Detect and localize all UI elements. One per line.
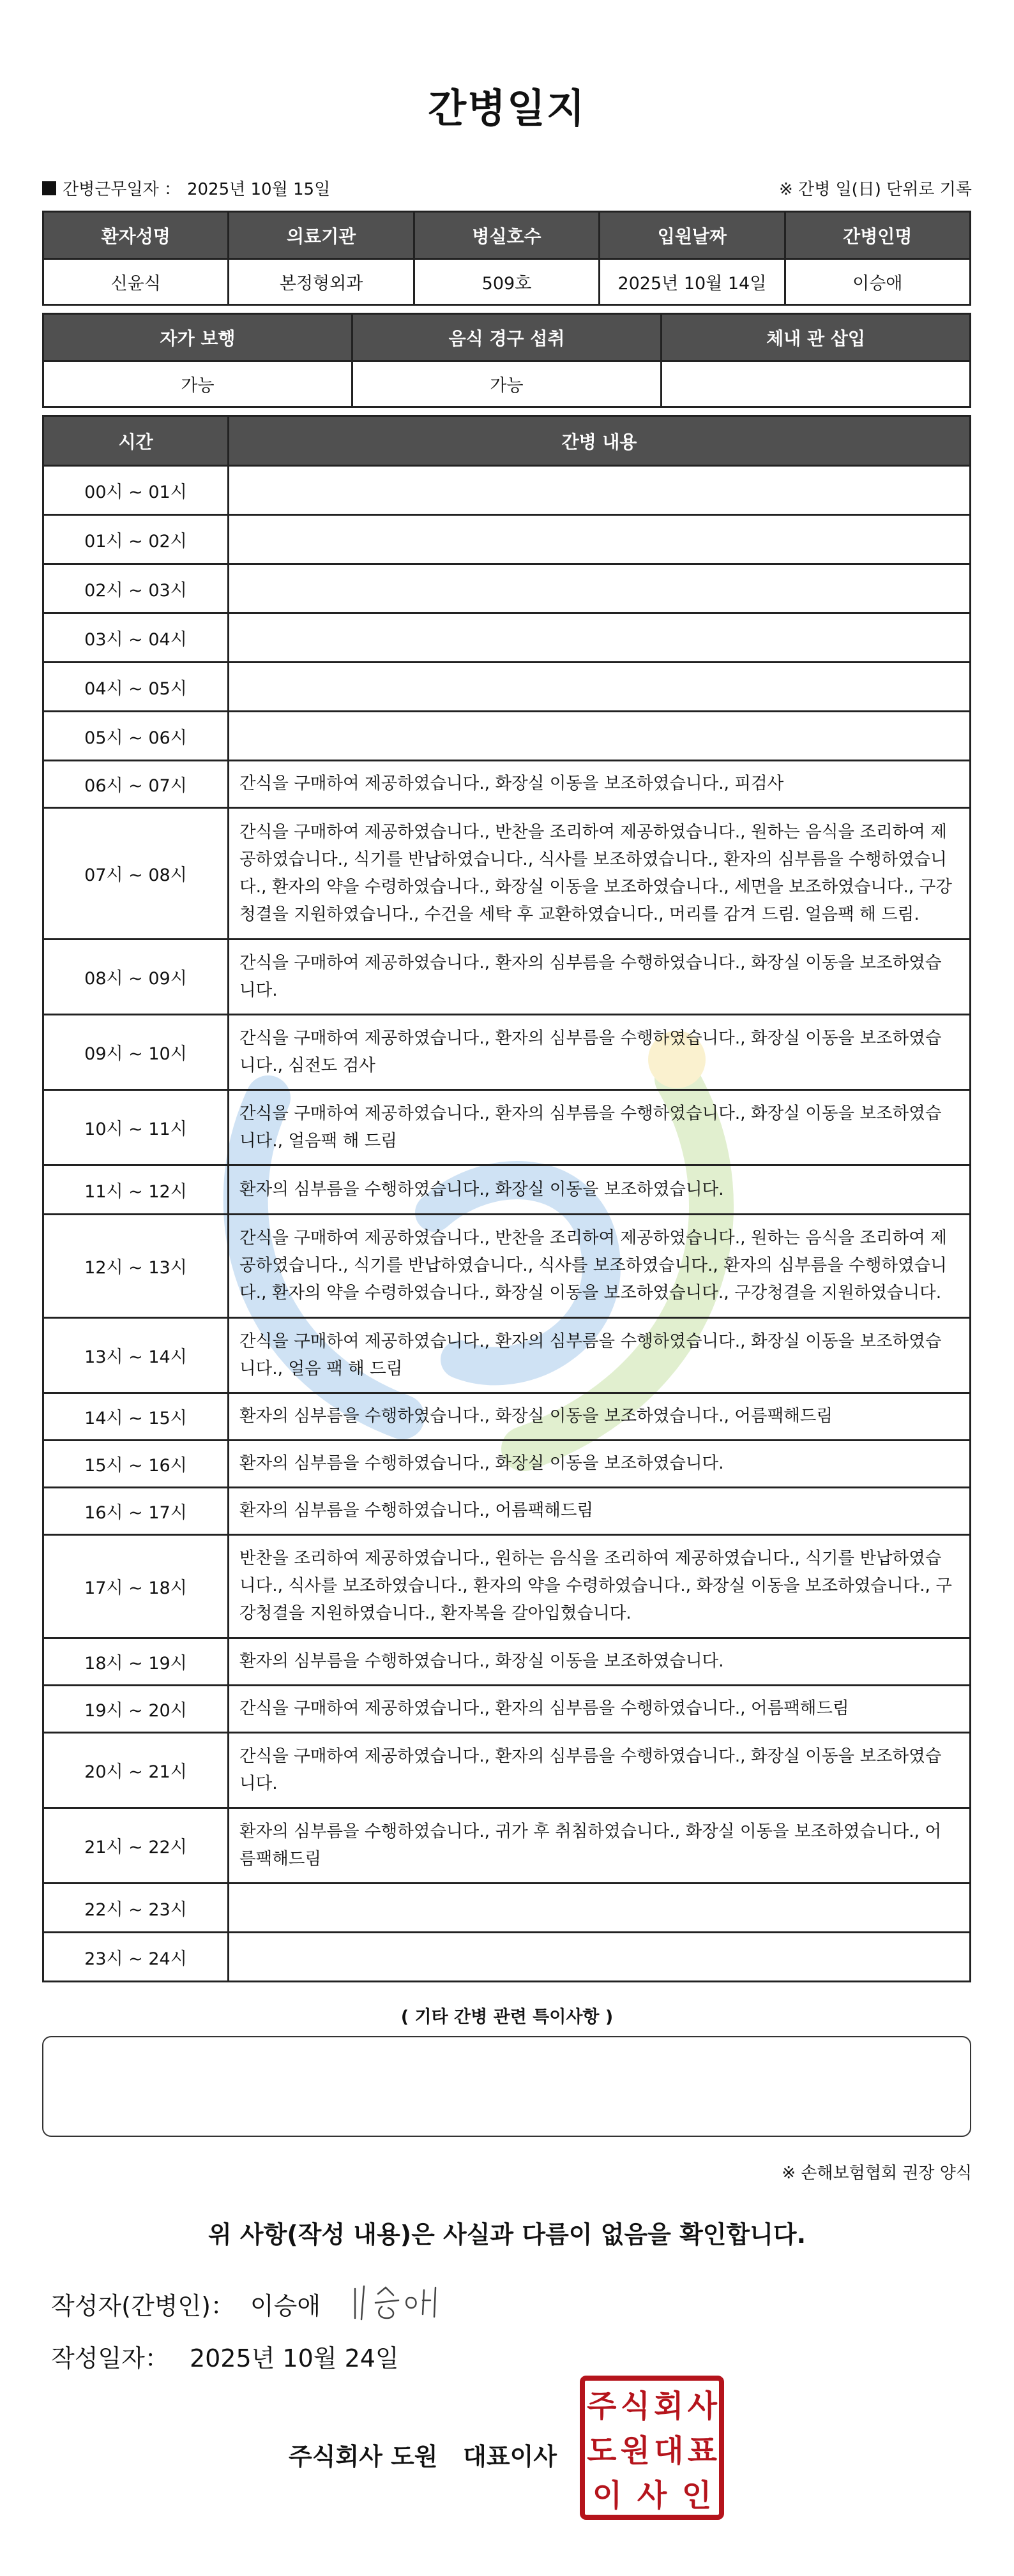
- notes-heading: ( 기타 간병 관련 특이사항 ): [400, 2007, 614, 2027]
- company-seal-stamp: [579, 2374, 725, 2521]
- log-row: [43, 1638, 971, 1686]
- log-row: [43, 1733, 971, 1808]
- svg-text:사: 사: [687, 2388, 717, 2424]
- header-admission-date: 입원날짜: [600, 212, 785, 259]
- document-title: 간병일지: [428, 85, 586, 131]
- log-time: 23시 ~ 24시: [43, 1933, 229, 1982]
- log-content: [229, 712, 971, 761]
- log-time: 00시 ~ 01시: [43, 466, 229, 515]
- log-row: [43, 1015, 971, 1090]
- handwritten-signature: [346, 2281, 455, 2326]
- log-content: [229, 1933, 971, 1982]
- log-content: 간식을 구매하여 제공하였습니다., 반찬을 조리하여 제공하였습니다., 원하는 음식을 조리하여 제공하였습니다., 식기를 반납하였습니다., 식사를 보조하였습니다., 환자의 심부름을 수행하였습니다., 환자의 약을 수령하였습니다., 화장실 이동을 보조하였습니다., 세면을 보조하였습니다., 구강청결을 지원하였습니다., 수건을 세탁 후 교환하였습니다., 머리를 감겨 드림. 얼음팩 해 드림.: [229, 808, 971, 940]
- care-log-rows: [43, 466, 971, 1982]
- patient-status-table: [42, 313, 971, 408]
- log-time: 12시 ~ 13시: [43, 1215, 229, 1318]
- header-caregiver: 간병인명: [785, 212, 970, 259]
- header-patient-name: 환자성명: [43, 212, 229, 259]
- log-row: [43, 1215, 971, 1318]
- work-date-label: 간병근무일자 ：: [63, 180, 181, 199]
- log-content: 간식을 구매하여 제공하였습니다., 환자의 심부름을 수행하였습니다., 화장실 이동을 보조하였습니다., 얼음 팩 해 드림: [229, 1318, 971, 1393]
- log-content: 간식을 구매하여 제공하였습니다., 환자의 심부름을 수행하였습니다., 화장실 이동을 보조하였습니다., 심전도 검사: [229, 1015, 971, 1090]
- log-row: [43, 663, 971, 712]
- log-row: [43, 1883, 971, 1933]
- log-content: 환자의 심부름을 수행하였습니다., 화장실 이동을 보조하였습니다.: [229, 1441, 971, 1488]
- unit-note: ※ 간병 일(日) 단위로 기록: [778, 180, 972, 199]
- care-log-table: [42, 415, 971, 1982]
- log-time: 17시 ~ 18시: [43, 1535, 229, 1638]
- log-content: 환자의 심부름을 수행하였습니다., 귀가 후 취침하였습니다., 화장실 이동을 보조하였습니다., 어름팩해드림: [229, 1808, 971, 1883]
- header-tube-insertion: 체내 관 삽입: [662, 314, 971, 361]
- svg-text:사: 사: [637, 2478, 667, 2513]
- log-row: [43, 1808, 971, 1883]
- log-row: [43, 1488, 971, 1535]
- log-content: 간식을 구매하여 제공하였습니다., 환자의 심부름을 수행하였습니다., 화장실 이동을 보조하였습니다.: [229, 940, 971, 1015]
- work-date: [42, 176, 330, 200]
- log-content: [229, 515, 971, 564]
- log-time: 15시 ~ 16시: [43, 1441, 229, 1488]
- log-time: 07시 ~ 08시: [43, 808, 229, 940]
- log-content: [229, 613, 971, 663]
- svg-text:이: 이: [592, 2478, 623, 2513]
- notes-box: [42, 2036, 971, 2137]
- log-time: 14시 ~ 15시: [43, 1393, 229, 1441]
- log-time: 19시 ~ 20시: [43, 1686, 229, 1733]
- log-content: 간식을 구매하여 제공하였습니다., 반찬을 조리하여 제공하였습니다., 원하는 음식을 조리하여 제공하였습니다., 식기를 반납하였습니다., 식사를 보조하였습니다., 환자의 심부름을 수행하였습니다., 환자의 약을 수령하였습니다., 화장실 이동을 보조하였습니다., 구강청결을 지원하였습니다.: [229, 1215, 971, 1318]
- log-row: [43, 761, 971, 808]
- caregiver-name: 이승애: [785, 259, 970, 305]
- log-time: 03시 ~ 04시: [43, 613, 229, 663]
- writer-label: 작성자(간병인)：: [51, 2291, 235, 2320]
- log-time: 13시 ~ 14시: [43, 1318, 229, 1393]
- log-time: 04시 ~ 05시: [43, 663, 229, 712]
- log-row: [43, 940, 971, 1015]
- patient-name: 신윤식: [43, 259, 229, 305]
- log-time: 01시 ~ 02시: [43, 515, 229, 564]
- patient-info-table: [42, 211, 971, 306]
- log-content: [229, 466, 971, 515]
- log-row: [43, 1393, 971, 1441]
- header-time: 시간: [43, 416, 229, 466]
- log-row: [43, 564, 971, 613]
- company-representative: 주식회사 도원 대표이사: [289, 2443, 557, 2471]
- log-row: [43, 808, 971, 940]
- log-row: [43, 1686, 971, 1733]
- log-row: [43, 1318, 971, 1393]
- log-content: 환자의 심부름을 수행하였습니다., 화장실 이동을 보조하였습니다.: [229, 1638, 971, 1686]
- room-number: 509호: [414, 259, 599, 305]
- log-time: 05시 ~ 06시: [43, 712, 229, 761]
- tube-insertion-value: [662, 361, 971, 407]
- log-row: [43, 1441, 971, 1488]
- svg-text:식: 식: [620, 2388, 650, 2424]
- write-date: [51, 2339, 399, 2374]
- log-row: [43, 515, 971, 564]
- header-self-walking: 자가 보행: [43, 314, 352, 361]
- log-time: 09시 ~ 10시: [43, 1015, 229, 1090]
- writer-line: [51, 2281, 455, 2326]
- log-time: 20시 ~ 21시: [43, 1733, 229, 1808]
- write-date-value: 2025년 10월 24일: [189, 2344, 399, 2372]
- hospital-name: 본정형외과: [229, 259, 414, 305]
- log-content: [229, 564, 971, 613]
- log-content: 간식을 구매하여 제공하였습니다., 화장실 이동을 보조하였습니다., 피검사: [229, 761, 971, 808]
- log-content: 환자의 심부름을 수행하였습니다., 어름팩해드림: [229, 1488, 971, 1535]
- source-note: ※ 손해보험협회 권장 양식: [782, 2164, 972, 2183]
- log-content: [229, 663, 971, 712]
- svg-text:원: 원: [620, 2433, 650, 2469]
- header-hospital: 의료기관: [229, 212, 414, 259]
- confirmation-statement: 위 사항(작성 내용)은 사실과 다름이 없음을 확인합니다.: [208, 2220, 806, 2249]
- log-content: 간식을 구매하여 제공하였습니다., 환자의 심부름을 수행하였습니다., 어름팩해드림: [229, 1686, 971, 1733]
- log-row: [43, 712, 971, 761]
- log-content: 간식을 구매하여 제공하였습니다., 환자의 심부름을 수행하였습니다., 화장실 이동을 보조하였습니다.: [229, 1733, 971, 1808]
- log-content: 환자의 심부름을 수행하였습니다., 화장실 이동을 보조하였습니다., 어름팩해드림: [229, 1393, 971, 1441]
- log-row: [43, 466, 971, 515]
- svg-text:대: 대: [654, 2433, 684, 2469]
- log-content: 반찬을 조리하여 제공하였습니다., 원하는 음식을 조리하여 제공하였습니다., 식기를 반납하였습니다., 식사를 보조하였습니다., 환자의 약을 수령하였습니다., 화장실 이동을 보조하였습니다., 구강청결을 지원하였습니다., 환자복을 갈아입혔습니다.: [229, 1535, 971, 1638]
- log-time: 02시 ~ 03시: [43, 564, 229, 613]
- log-row: [43, 1535, 971, 1638]
- svg-text:인: 인: [681, 2478, 712, 2513]
- header-care-content: 간병 내용: [229, 416, 971, 466]
- self-walking-value: 가능: [43, 361, 352, 407]
- log-time: 11시 ~ 12시: [43, 1165, 229, 1215]
- log-time: 16시 ~ 17시: [43, 1488, 229, 1535]
- log-time: 06시 ~ 07시: [43, 761, 229, 808]
- admission-date: 2025년 10월 14일: [600, 259, 785, 305]
- log-content: [229, 1883, 971, 1933]
- work-date-value: 2025년 10월 15일: [186, 180, 331, 199]
- square-bullet-icon: [42, 181, 56, 195]
- log-time: 08시 ~ 09시: [43, 940, 229, 1015]
- header-oral-intake: 음식 경구 섭취: [352, 314, 662, 361]
- svg-text:표: 표: [687, 2433, 717, 2469]
- svg-text:도: 도: [587, 2433, 617, 2469]
- oral-intake-value: 가능: [352, 361, 662, 407]
- svg-text:회: 회: [654, 2388, 684, 2424]
- log-time: 10시 ~ 11시: [43, 1090, 229, 1165]
- header-room: 병실호수: [414, 212, 599, 259]
- log-row: [43, 613, 971, 663]
- log-content: 간식을 구매하여 제공하였습니다., 환자의 심부름을 수행하였습니다., 화장실 이동을 보조하였습니다., 얼음팩 해 드림: [229, 1090, 971, 1165]
- log-content: 환자의 심부름을 수행하였습니다., 화장실 이동을 보조하였습니다.: [229, 1165, 971, 1215]
- log-row: [43, 1165, 971, 1215]
- log-time: 21시 ~ 22시: [43, 1808, 229, 1883]
- log-row: [43, 1090, 971, 1165]
- writer-name: 이승애: [250, 2291, 321, 2320]
- write-date-label: 작성일자：: [51, 2344, 169, 2372]
- log-time: 22시 ~ 23시: [43, 1883, 229, 1933]
- log-row: [43, 1933, 971, 1982]
- log-time: 18시 ~ 19시: [43, 1638, 229, 1686]
- svg-text:주: 주: [587, 2388, 617, 2424]
